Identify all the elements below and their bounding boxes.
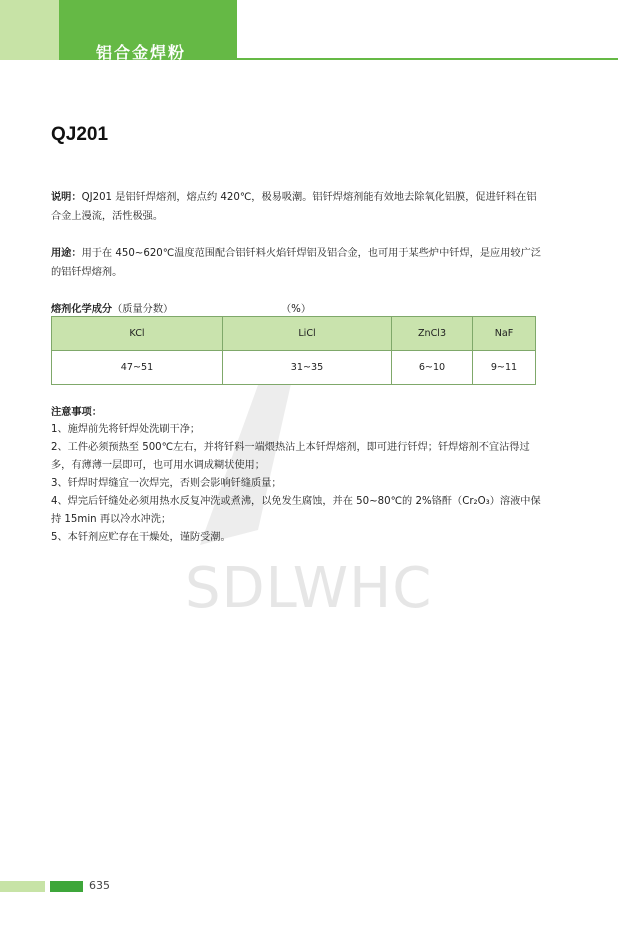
description-label: 说明： [51, 192, 82, 203]
composition-heading [51, 300, 173, 315]
usage-text: 用于在 450~620℃温度范围配合铝钎料火焰钎焊铝及铝合金，也可用于某些炉中钎焊，是应用较广泛的铝钎焊熔剂。 [51, 248, 541, 278]
list-item: 5、本钎剂应贮存在干燥处，谨防受潮。 [51, 532, 231, 543]
list-item: 2、工件必须预热至 500℃左右，并将钎料一端煨热沾上本钎焊熔剂，即可进行钎焊；钎焊熔剂不宜沾得过多，有薄薄一层即可，也可用水调成糊状使用； [51, 442, 530, 471]
table-header-cell: LiCl [223, 317, 392, 351]
notes-list [51, 421, 541, 547]
composition-subtitle: （质量分数） [112, 304, 174, 315]
table-cell: 31~35 [223, 351, 392, 385]
page-number: 635 [89, 879, 110, 892]
footer-accent-dark [50, 881, 83, 892]
table-row [52, 351, 536, 385]
list-item: 4、焊完后钎缝处必须用热水反复冲洗或煮沸，以免发生腐蚀，并在 50~80℃的 2%铬酐（Cr₂O₃）溶液中保持 15min 再以冷水冲洗； [51, 496, 541, 525]
composition-title: 熔剂化学成分 [51, 304, 113, 315]
table-header-cell: NaF [473, 317, 536, 351]
table-header-cell: ZnCl3 [392, 317, 473, 351]
description-paragraph [51, 188, 541, 226]
list-item: 1、施焊前先将钎焊处洗刷干净； [51, 424, 201, 435]
table-header-cell: KCl [52, 317, 223, 351]
composition-unit: （%） [281, 304, 312, 315]
table-cell: 6~10 [392, 351, 473, 385]
list-item: 3、钎焊时焊缝宜一次焊完，否则会影响钎缝质量； [51, 478, 282, 489]
description-text: QJ201 是铝钎焊熔剂，熔点约 420℃，极易吸潮。铝钎焊熔剂能有效地去除氧化铝膜，促进钎料在铝合金上漫流，活性极强。 [51, 192, 537, 222]
table-cell: 9~11 [473, 351, 536, 385]
section-title: 铝合金焊粉 [96, 43, 187, 62]
usage-label: 用途： [51, 248, 82, 259]
usage-paragraph [51, 244, 541, 282]
product-code: QJ201 [51, 124, 109, 145]
watermark-text: SDLWHC [185, 556, 433, 621]
table-header-row [52, 317, 536, 351]
footer-accent-light [0, 881, 45, 892]
notes-title: 注意事项： [51, 407, 102, 418]
composition-table [51, 316, 536, 385]
table-cell: 47~51 [52, 351, 223, 385]
